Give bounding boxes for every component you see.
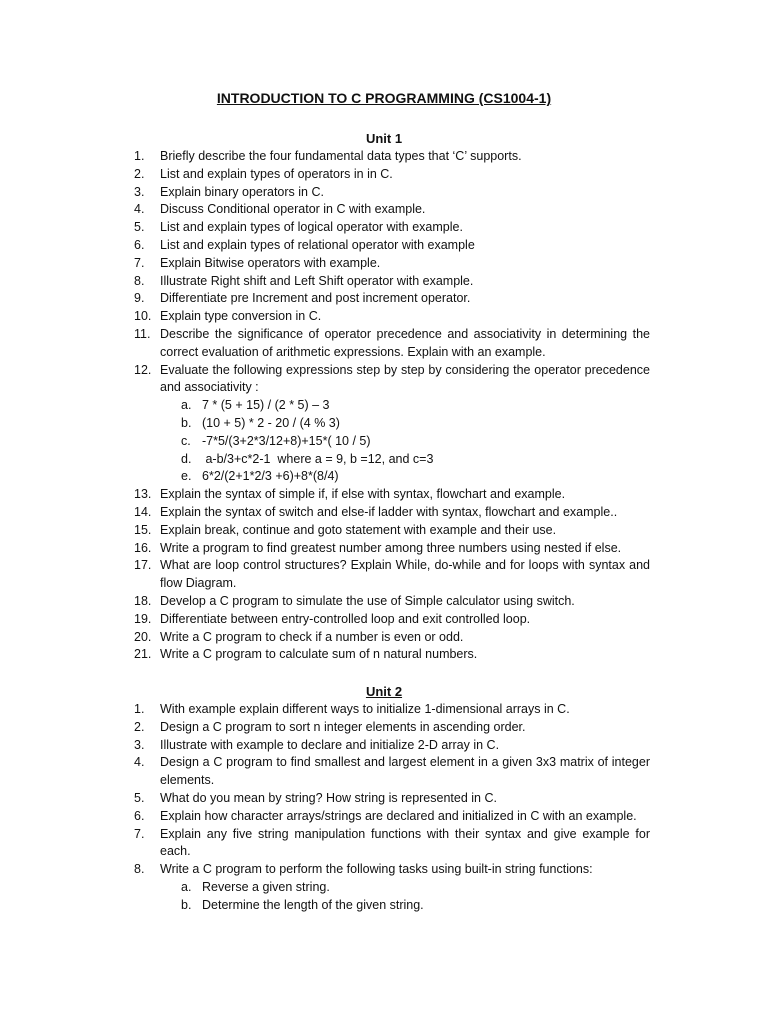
sub-question-text: Reverse a given string. <box>202 879 330 894</box>
question-text: Describe the significance of operator precedence and associativity in determining the correct evaluation of arithmetic expressions. Explain with an example. <box>160 326 650 359</box>
question-number: 21. <box>134 647 152 662</box>
question-number: 9. <box>134 291 145 306</box>
unit-2-question <box>0 790 768 808</box>
question-number: 5. <box>134 790 145 805</box>
unit-2-question <box>0 754 768 790</box>
question-text: What are loop control structures? Explain While, do-while and for loops with syntax and flow Diagram. <box>160 558 650 591</box>
question-text: Write a program to find greatest number among three numbers using nested if else. <box>160 540 622 555</box>
unit-1-question <box>0 540 768 558</box>
unit-1-question-list <box>0 148 768 664</box>
question-text: Explain break, continue and goto statement with example and their use. <box>160 522 557 537</box>
question-text: Design a C program to sort n integer elements in ascending order. <box>160 719 526 734</box>
question-text: Explain the syntax of simple if, if else with syntax, flowchart and example. <box>160 487 566 502</box>
document-title: INTRODUCTION TO C PROGRAMMING (CS1004-1) <box>216 90 552 106</box>
unit-1-question <box>0 629 768 647</box>
question-text: Explain type conversion in C. <box>160 309 322 324</box>
question-text: What do you mean by string? How string is represented in C. <box>160 790 497 805</box>
unit-1-question <box>0 184 768 202</box>
unit-1-question <box>0 326 768 362</box>
sub-question-letter: e. <box>181 469 192 484</box>
question-text: Explain the syntax of switch and else-if ladder with syntax, flowchart and example.. <box>160 504 618 519</box>
unit-2-question <box>0 737 768 755</box>
unit-1-question <box>0 611 768 629</box>
sub-question-letter: a. <box>181 879 192 894</box>
unit-1-question <box>0 362 768 398</box>
sub-question <box>0 397 768 415</box>
question-number: 5. <box>134 220 145 235</box>
question-number: 1. <box>134 149 145 163</box>
sub-question-letter: a. <box>181 398 192 413</box>
question-text: Illustrate Right shift and Left Shift operator with example. <box>160 273 474 288</box>
unit-2-question <box>0 861 768 879</box>
sub-question <box>0 897 768 915</box>
question-number: 18. <box>134 593 152 608</box>
question-text: Develop a C program to simulate the use of Simple calculator using switch. <box>160 593 575 608</box>
unit-1-question <box>0 237 768 255</box>
question-number: 4. <box>134 202 145 217</box>
question-text: Illustrate with example to declare and initialize 2-D array in C. <box>160 737 500 752</box>
sub-question-letter: d. <box>181 451 192 466</box>
question-number: 6. <box>134 237 145 252</box>
question-text: Write a C program to perform the following tasks using built-in string functions: <box>160 862 593 877</box>
sub-question <box>0 433 768 451</box>
sub-question-letter: c. <box>181 433 191 448</box>
question-text: Explain binary operators in C. <box>160 184 324 199</box>
question-number: 13. <box>134 487 152 502</box>
question-number: 3. <box>134 184 145 199</box>
question-text: Evaluate the following expressions step by step by considering the operator precedence and associativity : <box>160 362 650 395</box>
unit-1-question <box>0 522 768 540</box>
unit-1-question <box>0 557 768 593</box>
question-text: Design a C program to find smallest and largest element in a given 3x3 matrix of integer elements. <box>160 755 650 788</box>
question-text: Explain any five string manipulation functions with their syntax and give example for each. <box>160 826 650 859</box>
question-text: Briefly describe the four fundamental data types that ‘C’ supports. <box>160 149 522 163</box>
question-number: 8. <box>134 862 145 877</box>
unit-1-heading: Unit 1 <box>365 131 403 146</box>
question-text: Differentiate between entry-controlled loop and exit controlled loop. <box>160 611 531 626</box>
unit-2-question <box>0 826 768 862</box>
sub-question-text: Determine the length of the given string. <box>202 897 424 912</box>
question-text: List and explain types of operators in in C. <box>160 166 393 181</box>
question-number: 7. <box>134 255 145 270</box>
unit-1-question <box>0 593 768 611</box>
sub-question <box>0 415 768 433</box>
question-number: 16. <box>134 540 152 555</box>
question-number: 8. <box>134 273 145 288</box>
unit-1-question <box>0 646 768 664</box>
unit-1-question <box>0 255 768 273</box>
question-number: 15. <box>134 522 152 537</box>
question-text: List and explain types of relational operator with example <box>160 237 475 252</box>
sub-question-text: (10 + 5) * 2 - 20 / (4 % 3) <box>202 415 340 430</box>
sub-question-text: -7*5/(3+2*3/12+8)+15*( 10 / 5) <box>202 433 371 448</box>
question-text: Explain how character arrays/strings are declared and initialized in C with an example. <box>160 808 637 823</box>
question-text: Write a C program to check if a number is even or odd. <box>160 629 464 644</box>
unit-1-question <box>0 219 768 237</box>
question-number: 2. <box>134 719 145 734</box>
question-number: 11. <box>134 326 151 341</box>
sub-question-text: 7 * (5 + 15) / (2 * 5) – 3 <box>202 398 330 413</box>
sub-question <box>0 879 768 897</box>
sub-question-letter: b. <box>181 897 192 912</box>
unit-2-question <box>0 719 768 737</box>
question-number: 7. <box>134 826 145 841</box>
question-number: 10. <box>134 309 152 324</box>
unit-2-question <box>0 808 768 826</box>
question-number: 6. <box>134 808 145 823</box>
unit-2-question <box>0 701 768 719</box>
question-number: 1. <box>134 702 145 716</box>
unit-1-question <box>0 308 768 326</box>
question-text: List and explain types of logical operator with example. <box>160 220 463 235</box>
unit-1-question <box>0 290 768 308</box>
unit-2-question-list <box>0 701 768 915</box>
question-text: Write a C program to calculate sum of n natural numbers. <box>160 647 478 662</box>
question-text: Differentiate pre Increment and post increment operator. <box>160 291 471 306</box>
question-number: 19. <box>134 611 152 626</box>
unit-1-question <box>0 148 768 166</box>
sub-question-text: a-b/3+c*2-1 where a = 9, b =12, and c=3 <box>202 451 434 466</box>
question-number: 2. <box>134 166 145 181</box>
question-text: Discuss Conditional operator in C with example. <box>160 202 426 217</box>
sub-question <box>0 468 768 486</box>
question-number: 4. <box>134 755 145 770</box>
unit-1-question <box>0 504 768 522</box>
question-number: 3. <box>134 737 145 752</box>
question-text: Explain Bitwise operators with example. <box>160 255 381 270</box>
question-number: 20. <box>134 629 152 644</box>
sub-question-letter: b. <box>181 415 192 430</box>
unit-1-question <box>0 201 768 219</box>
unit-1-question <box>0 486 768 504</box>
unit-1-question <box>0 273 768 291</box>
question-number: 17. <box>134 558 152 573</box>
question-text: With example explain different ways to initialize 1-dimensional arrays in C. <box>160 702 570 716</box>
question-number: 14. <box>134 504 152 519</box>
question-number: 12. <box>134 362 152 377</box>
unit-1-question <box>0 166 768 184</box>
unit-2-heading: Unit 2 <box>365 684 403 699</box>
sub-question <box>0 451 768 469</box>
sub-question-text: 6*2/(2+1*2/3 +6)+8*(8/4) <box>202 469 339 484</box>
